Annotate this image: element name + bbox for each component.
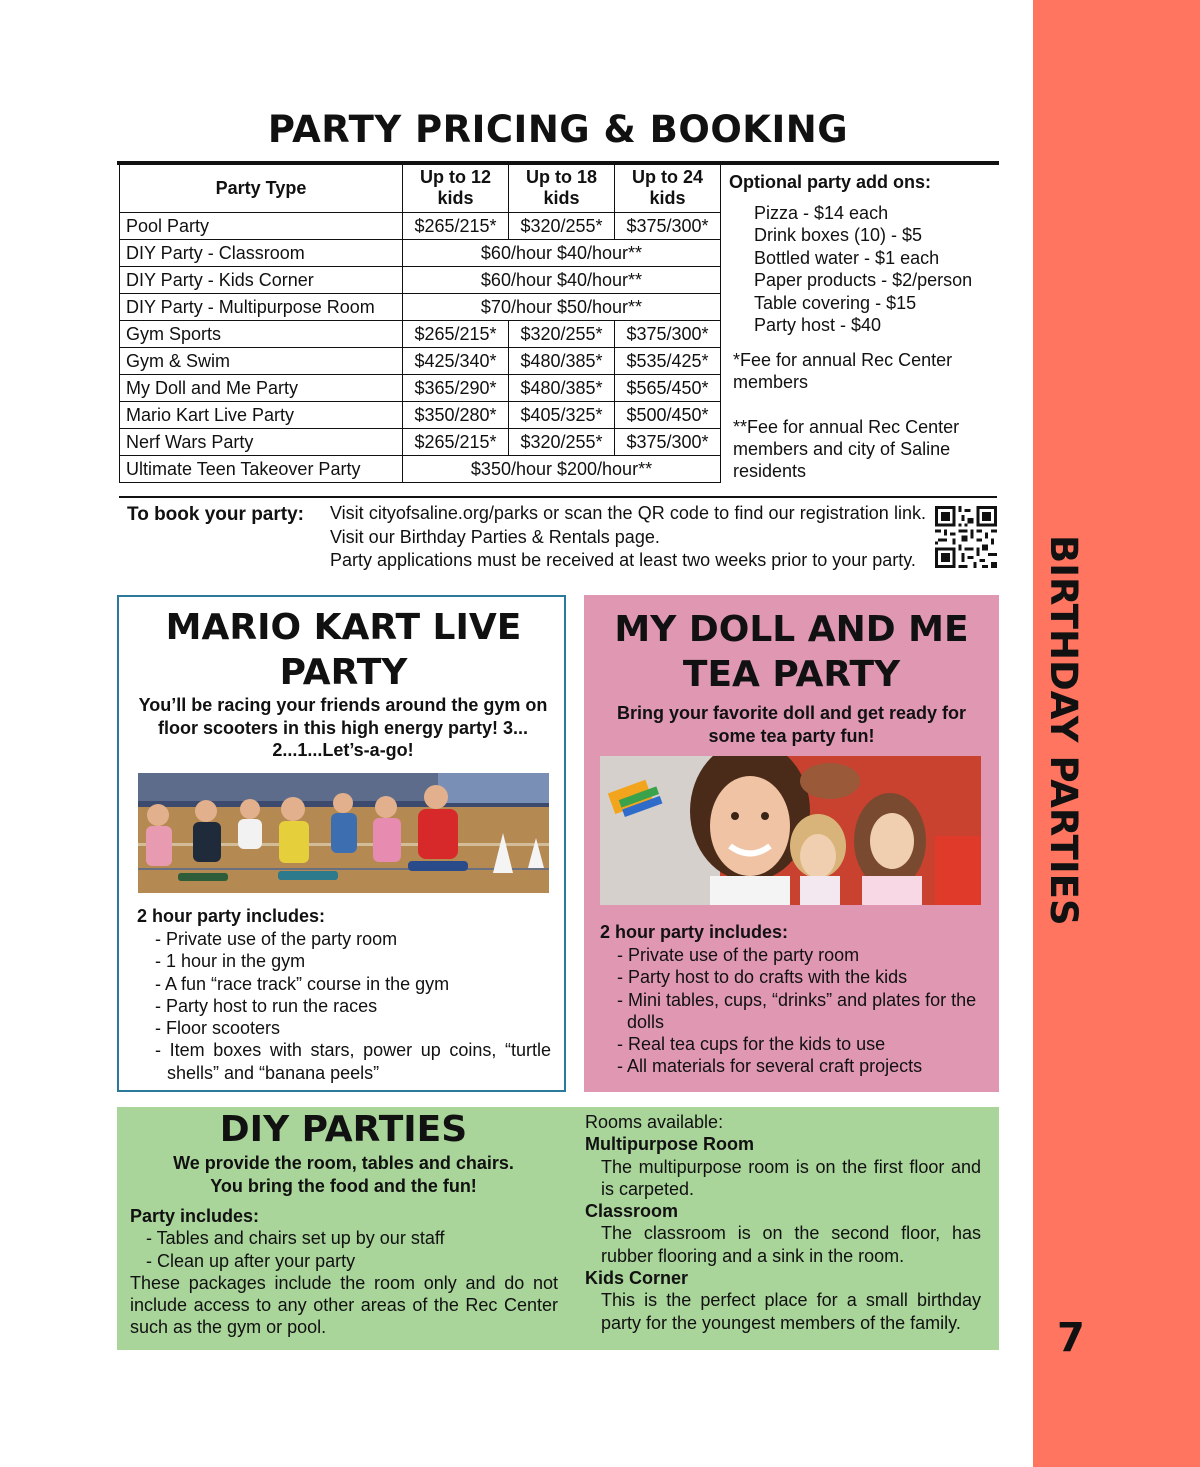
addon-item: Pizza - $14 each — [754, 203, 889, 223]
price-cell-p24: $500/450* — [615, 402, 721, 429]
header-party-type: Party Type — [120, 164, 403, 213]
party-type-cell: DIY Party - Multipurpose Room — [120, 294, 403, 321]
price-cell-p18: $480/385* — [509, 375, 615, 402]
table-row — [120, 348, 721, 375]
party-type-cell: DIY Party - Classroom — [120, 240, 403, 267]
booking-line-2: Party applications must be received at least two weeks prior to your party. — [330, 550, 916, 570]
doll-tea-party-title: MY DOLL AND ME TEA PARTY — [614, 609, 969, 695]
header-up-to-18: Up to 18 kids — [509, 164, 615, 213]
list-item: - All materials for several craft projects — [617, 1056, 923, 1077]
table-row — [120, 402, 721, 429]
diy-includes — [130, 1205, 558, 1339]
mario-kart-section — [117, 595, 566, 1092]
mario-includes-heading: 2 hour party includes: — [137, 906, 326, 926]
diy-note: These packages include the room only and do not include access to any other areas of the Rec Center such as the gym or pool. — [130, 1272, 558, 1338]
table-row — [120, 429, 721, 456]
party-type-cell: Gym & Swim — [120, 348, 403, 375]
table-row — [120, 375, 721, 402]
addon-item: Party host - $40 — [754, 315, 882, 336]
addon-item: Table covering - $15 — [754, 292, 917, 313]
mario-kart-title: MARIO KART LIVE PARTY — [165, 607, 522, 693]
price-cell-p24: $375/300* — [615, 321, 721, 348]
doll-includes-heading: 2 hour party includes: — [600, 922, 789, 942]
booking-line-1: Visit cityofsaline.org/parks or scan the QR code to find our registration link. Visit our Birthday Parties & Rentals page. — [330, 503, 926, 547]
resident-fee-note: **Fee for annual Rec Center members and city of Saline residents — [733, 417, 960, 481]
price-cell-p12: $265/215* — [403, 321, 509, 348]
party-type-cell: Mario Kart Live Party — [120, 402, 403, 429]
table-row — [120, 213, 721, 240]
table-row — [120, 240, 721, 267]
table-row — [120, 321, 721, 348]
list-item: - Tables and chairs set up by our staff — [146, 1228, 445, 1249]
addon-item: Paper products - $2/person — [754, 270, 973, 291]
price-cell-p24: $535/425* — [615, 348, 721, 375]
member-fee-note: *Fee for annual Rec Center members — [733, 350, 953, 392]
price-cell-p12: $365/290* — [403, 375, 509, 402]
addons-list — [754, 202, 972, 336]
list-item: - Mini tables, cups, “drinks” and plates for the dolls — [617, 989, 977, 1032]
price-cell-p18: $480/385* — [509, 348, 615, 375]
addons-heading: Optional party add ons: — [729, 172, 932, 192]
price-cell-p18: $405/325* — [509, 402, 615, 429]
hourly-price-cell: $60/hour $40/hour** — [403, 240, 721, 267]
hourly-price-cell: $350/hour $200/hour** — [403, 456, 721, 483]
page-number: 7 — [1057, 1315, 1085, 1361]
hourly-price-cell: $70/hour $50/hour** — [403, 294, 721, 321]
party-type-cell: Nerf Wars Party — [120, 429, 403, 456]
list-item: - Private use of the party room — [617, 945, 860, 965]
addon-item: Bottled water - $1 each — [754, 247, 940, 268]
qr-code-icon[interactable] — [935, 506, 997, 568]
party-type-cell: My Doll and Me Party — [120, 375, 403, 402]
price-cell-p18: $320/255* — [509, 429, 615, 456]
diy-subtitle-line-1: We provide the room, tables and chairs. — [173, 1153, 514, 1173]
price-cell-p24: $375/300* — [615, 429, 721, 456]
header-up-to-24: Up to 24 kids — [615, 164, 721, 213]
diy-subtitle-line-2: You bring the food and the fun! — [210, 1175, 477, 1196]
table-row — [120, 267, 721, 294]
price-cell-p18: $320/255* — [509, 213, 615, 240]
party-type-cell: Ultimate Teen Takeover Party — [120, 456, 403, 483]
price-cell-p18: $320/255* — [509, 321, 615, 348]
list-item: - Party host to run the races — [155, 995, 378, 1016]
rooms-available — [585, 1111, 981, 1334]
list-item: - A fun “race track” course in the gym — [155, 973, 450, 994]
room-description: The multipurpose room is on the first floor and is carpeted. — [601, 1156, 981, 1199]
party-type-cell: DIY Party - Kids Corner — [120, 267, 403, 294]
price-cell-p24: $375/300* — [615, 213, 721, 240]
room-name: Multipurpose Room — [585, 1134, 754, 1155]
party-type-cell: Pool Party — [120, 213, 403, 240]
room-name: Kids Corner — [585, 1268, 689, 1289]
list-item: - Floor scooters — [155, 1018, 281, 1039]
list-item: - Clean up after your party — [146, 1250, 356, 1271]
pricing-table — [119, 163, 721, 483]
list-item: - Real tea cups for the kids to use — [617, 1034, 886, 1055]
page-title: PARTY PRICING & BOOKING — [267, 108, 849, 151]
price-cell-p12: $350/280* — [403, 402, 509, 429]
mario-includes-list — [155, 928, 551, 1084]
list-item: - Private use of the party room — [155, 929, 398, 949]
doll-tea-party-section — [584, 595, 999, 1092]
booking-row — [119, 496, 997, 578]
mario-kart-subtitle: You’ll be racing your friends around the gym on floor scooters in this high energy party! 3... 2...1...Let’s-a-go! — [138, 695, 548, 760]
booking-text — [330, 502, 926, 573]
table-row — [120, 456, 721, 483]
room-name: Classroom — [585, 1201, 679, 1222]
header-up-to-12: Up to 12 kids — [403, 164, 509, 213]
rooms-heading: Rooms available: — [585, 1112, 724, 1132]
room-description: The classroom is on the second floor, has rubber flooring and a sink in the room. — [601, 1223, 981, 1266]
list-item: - 1 hour in the gym — [155, 951, 306, 972]
doll-tea-party-subtitle: Bring your favorite doll and get ready for some tea party fun! — [616, 703, 967, 746]
price-cell-p24: $565/450* — [615, 375, 721, 402]
diy-subtitle — [117, 1152, 570, 1197]
doll-includes-list — [617, 944, 987, 1078]
booking-label: To book your party: — [127, 504, 304, 525]
addons-panel — [717, 163, 997, 496]
diy-parties-section — [117, 1107, 999, 1350]
price-cell-p12: $265/215* — [403, 429, 509, 456]
list-item: - Party host to do crafts with the kids — [617, 967, 908, 988]
room-description: This is the perfect place for a small birthday party for the youngest members of the family. — [601, 1290, 981, 1333]
mario-kart-photo — [138, 773, 549, 893]
hourly-price-cell: $60/hour $40/hour** — [403, 267, 721, 294]
doll-tea-party-photo — [600, 756, 981, 905]
addon-item: Drink boxes (10) - $5 — [754, 225, 923, 246]
table-row — [120, 294, 721, 321]
diy-title: DIY PARTIES — [219, 1109, 468, 1150]
pricing-section — [117, 161, 999, 570]
list-item: - Item boxes with stars, power up coins, “turtle shells” and “banana peels” — [155, 1040, 551, 1083]
price-cell-p12: $265/215* — [403, 213, 509, 240]
sidebar-title: BIRTHDAY PARTIES — [1042, 535, 1085, 926]
party-type-cell: Gym Sports — [120, 321, 403, 348]
diy-includes-heading: Party includes: — [130, 1206, 260, 1226]
pricing-header-row — [120, 164, 721, 213]
price-cell-p12: $425/340* — [403, 348, 509, 375]
